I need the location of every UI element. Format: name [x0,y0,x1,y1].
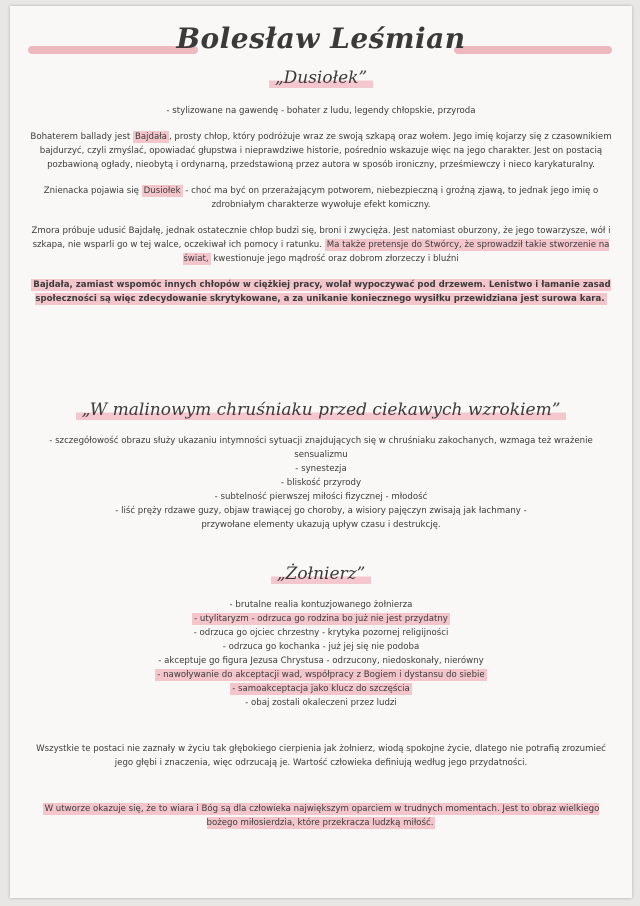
highlight: - samoakceptacja jako klucz do szczęścia [232,684,410,694]
list-item: przywołane elementy ukazują upływ czasu i destrukcję. [201,520,441,530]
list-item: - synestezja [295,464,347,474]
list-item [30,682,612,696]
highlight: W utworze okazuje się, że to wiara i Bóg są dla człowieka największym oparciem w trudnych momentach. Jest to obraz wielkiego bożego miłosierdzia, które przekracza ludzką miłość. [44,804,600,828]
list-item: - akceptuje go figura Jezusa Chrystusa - odrzucony, niedoskonały, nierówny [158,656,484,666]
paragraph-text: Wszystkie te postaci nie zaznały w życiu tak głębokiego cierpienia jak żołnierz, wiodą spokojne życie, dlatego nie potrafią zrozumieć jego głębi i znaczenia, więc odrzucają je. Wartość człowieka definiują według jego przydatności. [36,744,606,768]
highlight-bold: Bajdała, zamiast wspomóc innych chłopów w ciężkiej pracy, wolał wypoczywać pod drzewem. Lenistwo i łamanie zasad społeczności są więc zdecydowanie skrytykowane, a za unikanie koniecznego wysiłku przewidziana jest surowa kara. [33,280,611,304]
list-item: - obaj zostali okaleczeni przez ludzi [245,698,397,708]
paragraph-text: - choć ma być on przerażającym potworem, niebezpieczną i groźną zjawą, to jednak jego imię o zdrobniałym charakterze wywołuje efekt komiczny. [182,186,599,210]
notes-sheet [10,6,632,898]
list-item: - brutalne realia kontuzjowanego żołnierza [229,600,413,610]
section-zolnierz-list [30,598,612,710]
conclusion-paragraph [30,802,612,830]
paragraph-text: Znienacka pojawia się [43,186,142,196]
paragraph-moral [30,278,612,306]
paragraph-text: Bohaterem ballady jest [30,132,133,142]
section-title-zolnierz [10,564,632,584]
closing-paragraph [30,742,612,770]
section-malinowy-list [30,434,612,532]
list-item [30,668,612,682]
section-title-dusiolek [10,68,632,88]
section-title-text: „Żołnierz” [271,564,372,584]
list-item: - odrzuca go ojciec chrzestny - krytyka pozornej religijności [193,628,449,638]
paragraph-zmora [30,224,612,266]
list-item: - subtelność pierwszej miłości fizycznej - młodość [214,492,428,502]
section-title-malinowy-chrusniak [10,400,632,420]
highlight: Ma także pretensje do Stwórcy, że sprowadził takie stworzenie na świat, [183,240,610,264]
list-item: - szczegółowość obrazu służy ukazaniu intymności sytuacji znajdujących się w chruśniaku zakochanych, wzmaga też wrażenie sensualizmu [49,436,593,460]
paragraph-text: kwestionuje jego mądrość oraz dobrom złorzeczy i bluźni [210,254,459,264]
intro-line: - stylizowane na gawendę - bohater z ludu, legendy chłopskie, przyroda [166,106,476,116]
paragraph-text: Zmora próbuje udusić Bajdałę, jednak ostatecznie chłop budzi się, broni i zwycięża. Jest natomiast oburzony, że jego towarzysze, wół i szkapa, nie wsparli go w tej walce, oczekiwał ich pomocy i ratunku. [31,226,611,250]
highlight: Dusiołek [143,186,181,196]
section-title-text: „Dusiołek” [269,68,373,88]
highlight: - utylitaryzm - odrzuca go rodzina bo już nie jest przydatny [194,614,448,624]
paragraph-dusiolek [30,184,612,212]
section-dusiolek-body [30,104,612,306]
section-title-text: „W malinowym chruśniaku przed ciekawych wzrokiem” [76,400,567,420]
list-item: - odrzuca go kochanka - już jej się nie podoba [222,642,420,652]
paragraph-bajdala [30,130,612,172]
paragraph-conclusion [30,802,612,830]
paragraph-text: , prosty chłop, który podróżuje wraz ze swoją szkapą oraz wołem. Jego imię kojarzy się z czasownikiem bajdurzyć, czyli zmyślać, opowiadać głupstwa i nieprawdziwe historie, pośrednio wskazuje więc na jego charakter. Jest on postacią pozbawioną ogłady, nieobytą i ordynarną, przedstawioną przez autora w sposób ironiczny, prześmiewczy i nieco karykaturalny. [39,132,612,170]
list-item [30,612,612,626]
header [10,14,632,62]
page-title: Bolesław Leśmian [176,22,466,55]
highlight: Bajdała [134,132,167,142]
highlight: - nawoływanie do akceptacji wad, współpracy z Bogiem i dystansu do siebie [157,670,485,680]
list-item: - bliskość przyrody [280,478,362,488]
list-item: - liść pręży rdzawe guzy, objaw trawiącej go choroby, a wisiory pajęczyn zwisają jak łachmany - [115,506,527,516]
